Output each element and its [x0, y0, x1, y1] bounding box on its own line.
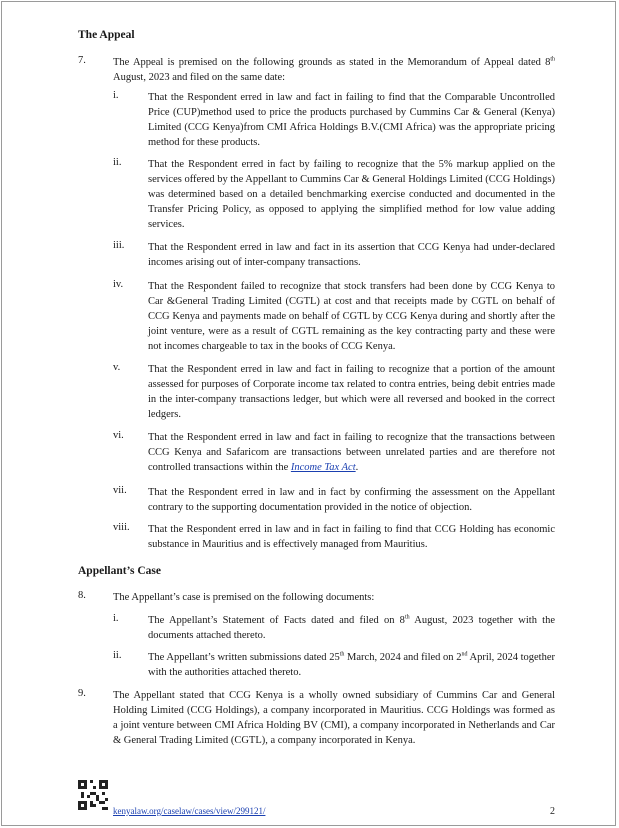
paragraph-number: 8.: [78, 590, 86, 601]
paragraph-number: 9.: [78, 688, 86, 699]
ground-v: That the Respondent erred in law and fact in failing to recognize that a portion of the amount assessed for purposes of Corporate income tax related to contra entries, being debit entries made in the inter-company transactions ledger, but which were all reversed and booked in the correct ledgers.: [148, 364, 555, 420]
ground-i: That the Respondent erred in law and fact in failing to find that the Comparable Uncontrolled Price (CUP)method used to price the products purchased by Cummins Car & General (Kenya) Limited (CCG Kenya)from CMI Africa Holdings B.V.(CMI Africa) was the appropriate pricing method for these products.: [148, 92, 555, 148]
ground-ii: That the Respondent erred in fact by failing to recognize that the 5% markup applied on the services offered by the Appellant to Cummins Car & General Holdings Limited (CCG Holdings) was determined based on a detailed benchmarking exercise conducted and documented in the Transfer Pricing Policy, as opposed to applying the simplified method for low value adding services.: [148, 159, 555, 230]
page-number: 2: [550, 806, 555, 817]
ground-number: iv.: [113, 279, 124, 290]
heading-the-appeal: The Appeal: [78, 29, 135, 41]
document-i: The Appellant’s Statement of Facts dated and filed on 8th August, 2023 together with the documents attached thereto.: [148, 614, 555, 641]
ground-number: v.: [113, 362, 121, 373]
ground-iii: That the Respondent erred in law and fact in its assertion that CCG Kenya had under-declared incomes arising out of inter-company transactions.: [148, 242, 555, 268]
paragraph-9: The Appellant stated that CCG Kenya is a wholly owned subsidiary of Cummins Car and General Holding Limited (CCG Holdings), a company incorporated in Mauritius. CCG Holdings was formed as a joint venture between CMI Africa Holding BV (CMI), a company incorporated in Netherlands and Car & General Trading Limited (CGTL), a company incorporated in Kenya.: [113, 690, 555, 746]
ground-number: viii.: [113, 522, 130, 533]
ground-number: iii.: [113, 240, 125, 251]
heading-appellants-case: Appellant’s Case: [78, 565, 161, 577]
ground-number: vii.: [113, 485, 127, 496]
paragraph-7: The Appeal is premised on the following grounds as stated in the Memorandum of Appeal dated 8th August, 2023 and filed on the same date:: [113, 56, 555, 83]
document-ii: The Appellant’s written submissions dated 25th March, 2024 and filed on 2nd April, 2024 together with the authorities attached thereto.: [148, 651, 555, 678]
document-number: ii.: [113, 650, 122, 661]
ground-number: i.: [113, 90, 119, 101]
ground-viii: That the Respondent erred in law and in fact in failing to find that CCG Holding has economic substance in Mauritius and is effectively managed from Mauritius.: [148, 524, 555, 550]
paragraph-number: 7.: [78, 55, 86, 66]
ground-iv: That the Respondent failed to recognize that stock transfers had been done by CCG Kenya to Car &General Trading Limited (CGTL) at cost and that receipts made by CGTL on behalf of CCG Kenya and payments made on behalf of CGTL by CCG Kenya during and shortly after the joint venture, were as a result of CGTL remaining as the key contracting party and these were not incomes chargeable to tax in the books of CCG Kenya.: [148, 281, 555, 352]
source-url-link[interactable]: kenyalaw.org/caselaw/cases/view/299121/: [113, 806, 266, 816]
document-number: i.: [113, 613, 119, 624]
ground-number: vi.: [113, 430, 124, 441]
ground-number: ii.: [113, 157, 122, 168]
ground-vi: That the Respondent erred in law and fact in failing to recognize that the transactions between CCG Kenya and Safaricom are transactions between unrelated parties and are therefore not controlled transactions within the Income Tax Act.: [148, 432, 555, 473]
income-tax-act-link[interactable]: Income Tax Act: [290, 462, 356, 473]
ground-vii: That the Respondent erred in law and in fact by confirming the assessment on the Appellant contrary to the supporting documentation provided in the notice of objection.: [148, 487, 555, 513]
qr-code-icon: [78, 780, 108, 810]
paragraph-8: The Appellant’s case is premised on the following documents:: [113, 592, 375, 603]
